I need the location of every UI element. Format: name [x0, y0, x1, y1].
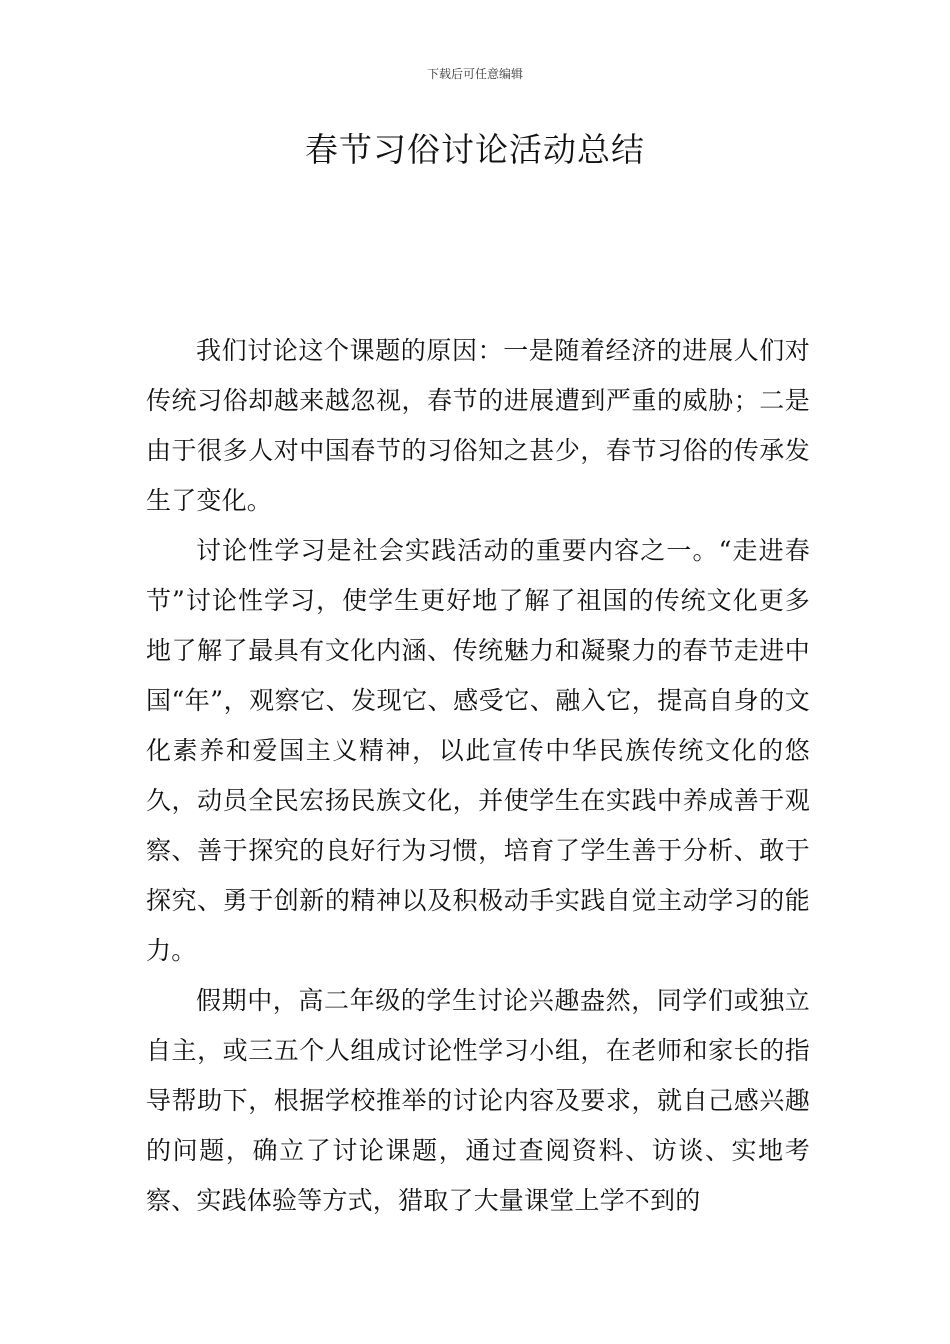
paragraph-activities: 假期中，高二年级的学生讨论兴趣盎然，同学们或独立自主，或三五个人组成讨论性学习小组，在老师和家长的指导帮助下，根据学校推举的讨论内容及要求，就自己感兴趣的问题，确立了讨论课题，通过查阅资料、访谈、实地考察、实践体验等方式，猎取了大量课堂上学不到的 [146, 986, 810, 1215]
document-body [146, 326, 810, 1226]
header-note: 下载后可任意编辑 [426, 67, 523, 81]
paragraph-significance: 讨论性学习是社会实践活动的重要内容之一。“走进春节”讨论性学习，使学生更好地了解了祖国的传统文化更多地了解了最具有文化内涵、传统魅力和凝聚力的春节走进中国“年”，观察它、发现它、感受它、融入它，提高自身的文化素养和爱国主义精神，以此宣传中华民族传统文化的悠久，动员全民宏扬民族文化，并使学生在实践中养成善于观察、善于探究的良好行为习惯，培育了学生善于分析、敢于探究、勇于创新的精神以及积极动手实践自觉主动学习的能力。 [146, 536, 810, 965]
document-title: 春节习俗讨论活动总结 [305, 130, 645, 169]
paragraph-reasons: 我们讨论这个课题的原因：一是随着经济的进展人们对传统习俗却越来越忽视，春节的进展遭到严重的威胁；二是由于很多人对中国春节的习俗知之甚少，春节习俗的传承发生了变化。 [146, 336, 810, 515]
